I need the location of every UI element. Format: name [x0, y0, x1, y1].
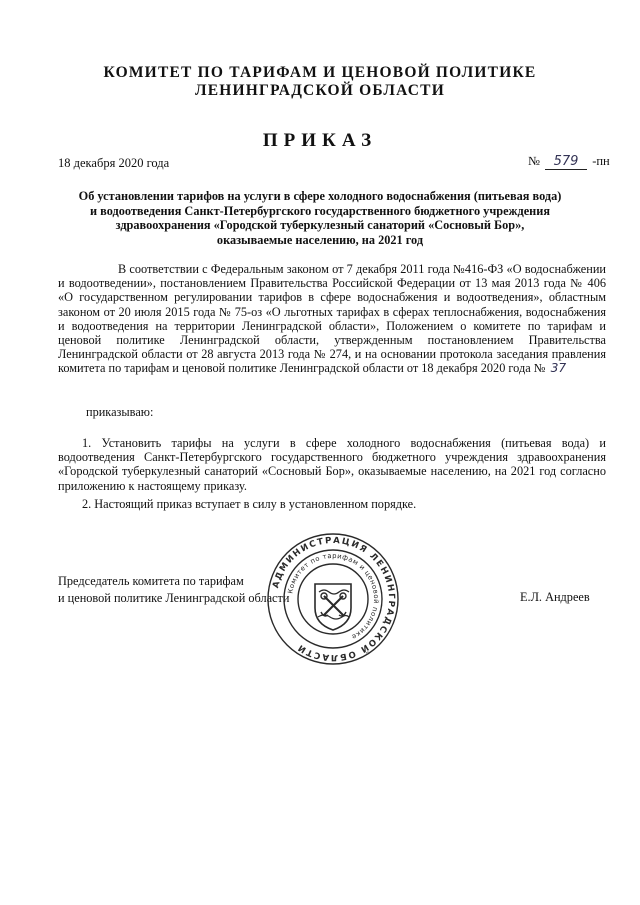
order-item-2: 2. Настоящий приказ вступает в силу в установленном порядке. [82, 497, 417, 511]
document-date: 18 декабря 2020 года [58, 156, 170, 170]
subject-line-4: оказываемые населению, на 2021 год [216, 232, 424, 247]
signatory-role [58, 573, 289, 607]
organization-line-1: КОМИТЕТ ПО ТАРИФАМ И ЦЕНОВОЙ ПОЛИТИКЕ [103, 64, 537, 81]
official-seal [266, 532, 400, 666]
document-number [528, 154, 610, 170]
coat-of-arms-icon [315, 584, 351, 630]
seal-inner-ring [298, 564, 368, 634]
subject-line-1: Об установлении тарифов на услуги в сфере холодного водоснабжения (питьевая вода) [78, 189, 562, 203]
number-prefix: № [528, 154, 540, 168]
subject-line-3: здравоохранения «Городской туберкулезный санаторий «Сосновый Бор», [115, 218, 525, 232]
signatory-role-line-2: и ценовой политике Ленинградской области [58, 591, 290, 605]
handwritten-protocol-number: 37 [550, 361, 567, 376]
seal-mid-ring [284, 550, 382, 648]
signatory-role-line-1: Председатель комитета по тарифам [58, 574, 244, 588]
number-suffix: -пн [592, 154, 610, 168]
preamble-text: В соответствии с Федеральным законом от 7 декабря 2011 года №416-ФЗ «О водоснабжении и водоотведении», постановлением Правительства Российской Федерации от 13 мая 2013 года № 406 «О государственном регулировании тарифов в сфере водоснабжения и водоотведения», областным законом от 20 июля 2015 года № 75-оз «О льготных тарифах в сферах теплоснабжения, водоснабжения и водоотведения на территории Ленинградской области», Положением о комитете по тарифам и ценовой политике Ленинградской области, утвержденным постановлением Правительства Ленинградской области от 28 августа 2013 года № 274, и на основании протокола заседания правления комитета по тарифам и ценовой политике Ленинградской области от 18 декабря 2020 года № [58, 262, 606, 376]
organization-line-2: ЛЕНИНГРАДСКОЙ ОБЛАСТИ [195, 82, 445, 99]
order-item-1: 1. Установить тарифы на услуги в сфере холодного водоснабжения (питьевая вода) и водоотведения Санкт-Петербургского государственного бюджетного учреждения здравоохранения «Городской туберкулезный санаторий «Сосновый Бор», оказываемые населению, на 2021 год согласно приложению к настоящему приказу. [58, 436, 606, 493]
document-type-title: ПРИКАЗ [262, 130, 378, 151]
seal-outer-text: АДМИНИСТРАЦИЯ ЛЕНИНГРАДСКОЙ ОБЛАСТИ [271, 535, 397, 663]
seal-inner-text: Комитет по тарифам и ценовой политике [286, 551, 381, 642]
organization-name [0, 64, 640, 100]
order-word: приказываю: [86, 405, 154, 419]
preamble-paragraph [58, 262, 606, 376]
document-subject [70, 189, 570, 247]
handwritten-number: 579 [545, 154, 587, 170]
subject-line-2: и водоотведения Санкт-Петербургского государственного бюджетного учреждения [90, 203, 550, 218]
signatory-name: Е.Л. Андреев [520, 590, 590, 604]
